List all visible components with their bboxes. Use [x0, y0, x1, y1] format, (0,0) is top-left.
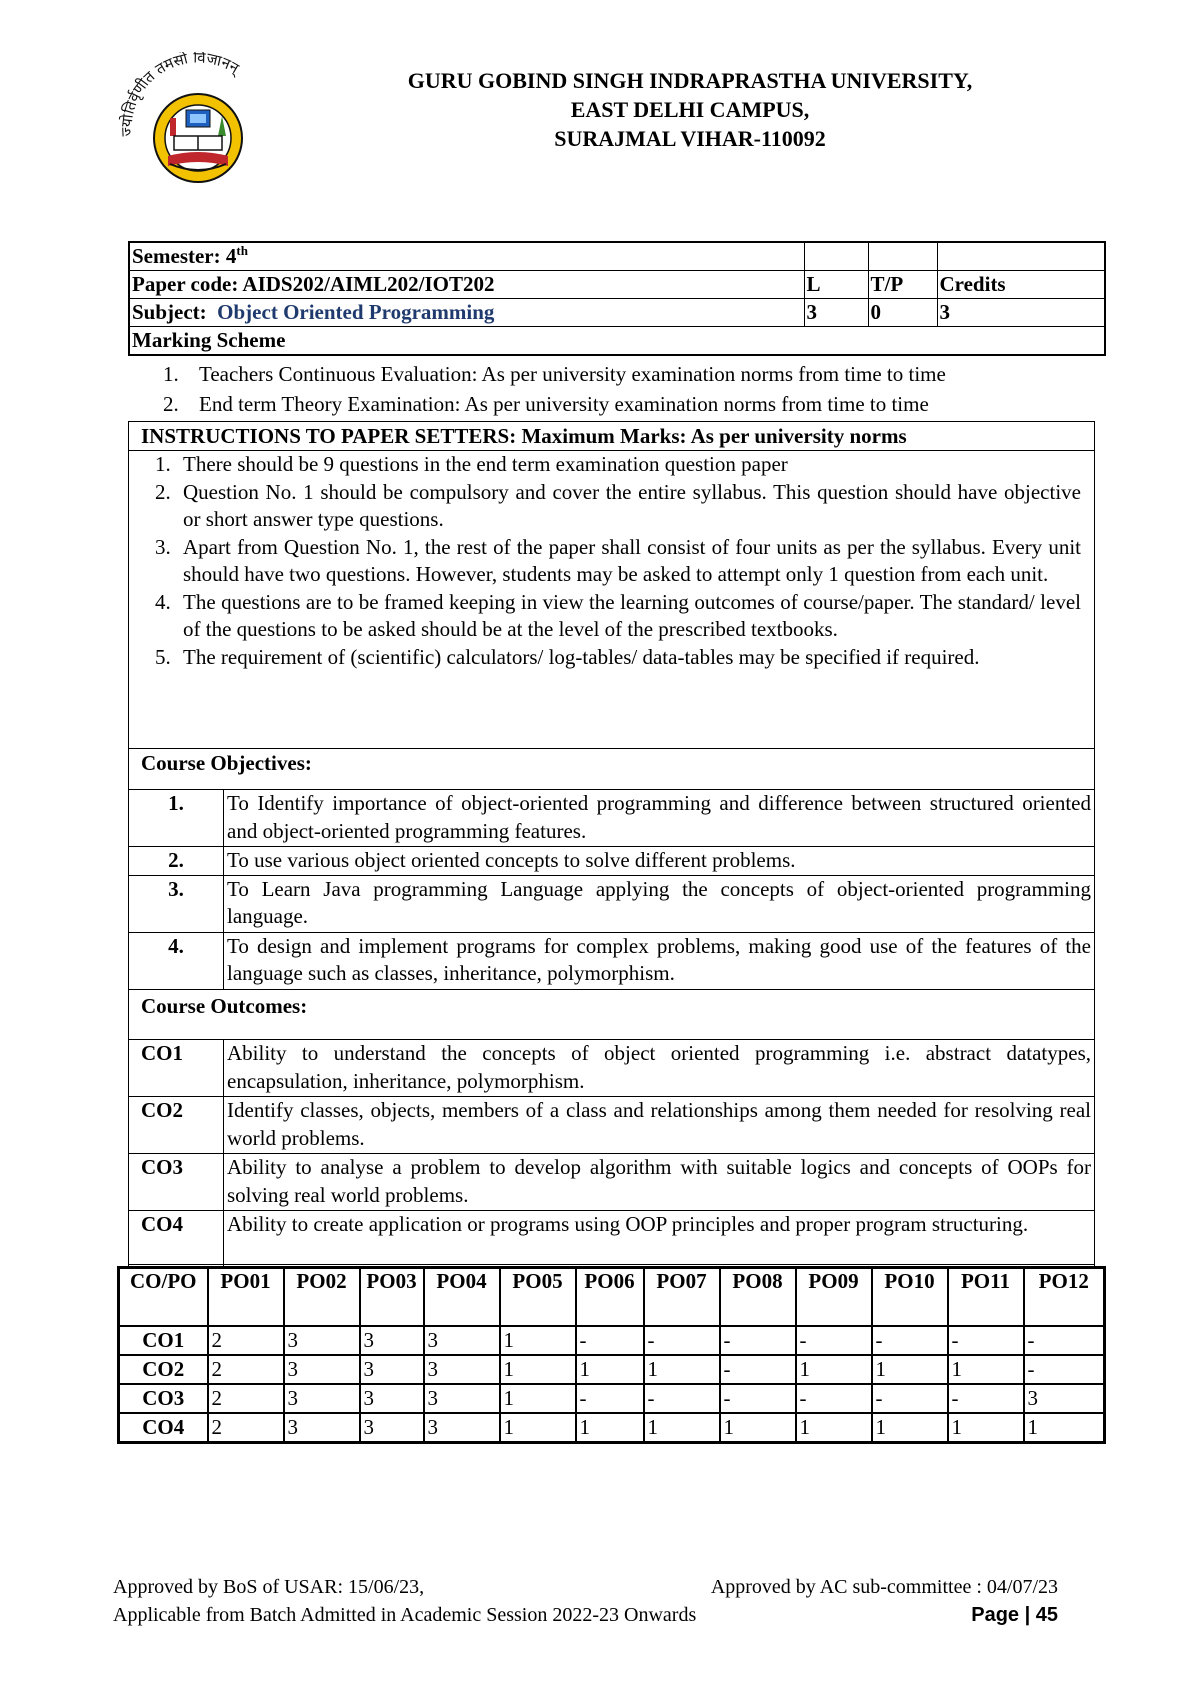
table-cell: -	[720, 1384, 796, 1413]
item-text: End term Theory Examination: As per university examination norms from time to time	[199, 392, 929, 416]
outcome-text: Identify classes, objects, members of a class and relationships among them needed for resolving real world problems.	[224, 1097, 1095, 1154]
tp-header: T/P	[868, 271, 937, 299]
table-row	[129, 932, 1095, 989]
table-cell: 3	[284, 1384, 360, 1413]
list-item	[141, 534, 1081, 589]
table-cell: -	[576, 1384, 644, 1413]
table-cell: 1	[948, 1413, 1024, 1443]
objective-text: To Identify importance of object-oriented programming and difference between structured oriented and object-oriented programming features.	[224, 790, 1095, 847]
objective-text: To use various object oriented concepts to solve different problems.	[224, 847, 1095, 876]
table-cell: 1	[796, 1355, 872, 1384]
column-header: PO03	[360, 1268, 424, 1327]
campus-address: SURAJMAL VIHAR-110092	[554, 126, 826, 151]
column-header: CO/PO	[119, 1268, 208, 1327]
objective-number: 4.	[129, 932, 224, 989]
table-cell: 2	[208, 1326, 284, 1355]
tp-value: 0	[868, 299, 937, 327]
ac-approval: Approved by AC sub-committee : 04/07/23	[710, 1576, 1058, 1598]
outcome-code: CO1	[129, 1040, 224, 1097]
table-cell: 3	[424, 1355, 500, 1384]
table-cell: -	[872, 1384, 948, 1413]
marking-scheme-list	[163, 359, 946, 419]
row-header: CO2	[119, 1355, 208, 1384]
semester-superscript: th	[236, 243, 248, 258]
table-cell: -	[872, 1326, 948, 1355]
column-header: PO06	[576, 1268, 644, 1327]
footer-approval-row	[113, 1573, 1058, 1601]
column-header: PO07	[644, 1268, 720, 1327]
table-cell: 1	[644, 1413, 720, 1443]
column-header: PO10	[872, 1268, 948, 1327]
table-cell: 3	[284, 1413, 360, 1443]
list-item	[141, 451, 1081, 479]
column-header: PO11	[948, 1268, 1024, 1327]
list-item	[163, 359, 946, 389]
list-item	[141, 479, 1081, 534]
objective-number: 1.	[129, 790, 224, 847]
lecture-header: L	[804, 271, 868, 299]
table-cell: 2	[208, 1413, 284, 1443]
table-row	[119, 1384, 1105, 1413]
table-cell: -	[720, 1326, 796, 1355]
table-cell: -	[948, 1326, 1024, 1355]
table-cell: 1	[576, 1355, 644, 1384]
table-cell: 1	[796, 1413, 872, 1443]
table-cell: 3	[360, 1355, 424, 1384]
batch-applicability: Applicable from Batch Admitted in Academic Session 2022-23 Onwards	[113, 1604, 697, 1626]
row-header: CO4	[119, 1413, 208, 1443]
table-cell: 1	[500, 1326, 576, 1355]
page-number: Page | 45	[971, 1604, 1058, 1626]
paper-code-row	[129, 271, 1105, 299]
table-cell: -	[644, 1384, 720, 1413]
subject-row	[129, 299, 1105, 327]
table-cell: 3	[284, 1355, 360, 1384]
credits-value: 3	[937, 299, 1105, 327]
mapping-header-row	[119, 1268, 1105, 1327]
bos-approval: Approved by BoS of USAR: 15/06/23,	[113, 1576, 425, 1598]
table-row	[129, 1211, 1095, 1268]
empty-cell	[804, 242, 868, 271]
table-cell: 3	[360, 1413, 424, 1443]
table-cell: 3	[284, 1326, 360, 1355]
table-row	[119, 1355, 1105, 1384]
course-objectives-heading: Course Objectives:	[141, 751, 312, 775]
column-header: PO01	[208, 1268, 284, 1327]
empty-cell	[937, 242, 1105, 271]
table-cell: 3	[360, 1326, 424, 1355]
course-outcomes-heading: Course Outcomes:	[141, 994, 308, 1018]
course-outcomes-table	[128, 1039, 1095, 1268]
page-footer	[113, 1573, 1058, 1629]
course-objectives-table	[128, 789, 1095, 990]
university-logo	[118, 52, 278, 188]
list-item	[163, 389, 946, 419]
column-header: PO04	[424, 1268, 500, 1327]
table-cell: 3	[360, 1384, 424, 1413]
objective-number: 3.	[129, 875, 224, 932]
table-row	[129, 790, 1095, 847]
university-heading	[340, 66, 1040, 153]
table-cell: 1	[1024, 1413, 1105, 1443]
item-text: The requirement of (scientific) calculators/ log-tables/ data-tables may be specified if required.	[183, 644, 980, 669]
table-cell: -	[796, 1384, 872, 1413]
table-row	[119, 1413, 1105, 1443]
subject-label: Subject:	[132, 300, 207, 324]
table-row	[129, 875, 1095, 932]
semester-label: Semester: 4	[132, 244, 237, 268]
item-text: Question No. 1 should be compulsory and cover the entire syllabus. This question should have objective or short answer type questions.	[183, 479, 1081, 531]
item-text: Teachers Continuous Evaluation: As per university examination norms from time to time	[199, 362, 946, 386]
table-cell: 1	[872, 1413, 948, 1443]
item-text: There should be 9 questions in the end term examination question paper	[183, 452, 788, 476]
marking-scheme-heading: Marking Scheme	[129, 327, 1105, 356]
list-item	[141, 589, 1081, 644]
table-cell: 2	[208, 1384, 284, 1413]
item-number: 2.	[155, 479, 171, 504]
item-text: Apart from Question No. 1, the rest of the paper shall consist of four units as per the syllabus. Every unit should have two questions. However, students may be asked to attempt only 1 question from each unit.	[183, 534, 1081, 586]
table-cell: -	[1024, 1326, 1105, 1355]
outcome-code: CO2	[129, 1097, 224, 1154]
column-header: PO09	[796, 1268, 872, 1327]
credits-header: Credits	[937, 271, 1105, 299]
table-cell: 1	[872, 1355, 948, 1384]
objective-text: To Learn Java programming Language applying the concepts of object-oriented programming language.	[224, 875, 1095, 932]
item-number: 1.	[163, 362, 179, 386]
logo-motto: ज्योतिर्वृणीत तमसो विजानन्	[118, 52, 243, 137]
table-row	[119, 1326, 1105, 1355]
outcome-code: CO3	[129, 1154, 224, 1211]
university-name: GURU GOBIND SINGH INDRAPRASTHA UNIVERSITY,	[407, 68, 973, 93]
objective-text: To design and implement programs for complex problems, making good use of the features of the language such as classes, inheritance, polymorphism.	[224, 932, 1095, 989]
table-cell: 1	[500, 1413, 576, 1443]
table-row	[129, 847, 1095, 876]
table-cell: 3	[1024, 1384, 1105, 1413]
table-row	[129, 1097, 1095, 1154]
table-cell: 1	[576, 1413, 644, 1443]
table-cell: -	[948, 1384, 1024, 1413]
item-text: The questions are to be framed keeping in view the learning outcomes of course/paper. The standard/ level of the questions to be asked should be at the level of the prescribed textbooks.	[183, 589, 1081, 641]
lecture-value: 3	[804, 299, 868, 327]
table-row	[129, 1154, 1095, 1211]
marking-scheme-row	[129, 327, 1105, 356]
co-po-mapping-table	[117, 1266, 1106, 1444]
list-item	[141, 644, 1081, 672]
item-number: 2.	[163, 392, 179, 416]
item-number: 1.	[155, 452, 171, 476]
campus-name: EAST DELHI CAMPUS,	[570, 97, 810, 122]
table-cell: 3	[424, 1413, 500, 1443]
table-cell: 2	[208, 1355, 284, 1384]
item-number: 3.	[155, 534, 171, 559]
table-cell: 1	[500, 1384, 576, 1413]
instructions-list	[141, 451, 1081, 671]
row-header: CO1	[119, 1326, 208, 1355]
table-cell: -	[796, 1326, 872, 1355]
table-cell: 1	[500, 1355, 576, 1384]
subject-name: Object Oriented Programming	[217, 300, 495, 324]
paper-code: Paper code: AIDS202/AIML202/IOT202	[129, 271, 804, 299]
table-cell: 3	[424, 1384, 500, 1413]
outcome-code: CO4	[129, 1211, 224, 1268]
objective-number: 2.	[129, 847, 224, 876]
item-number: 4.	[155, 589, 171, 614]
table-cell: -	[1024, 1355, 1105, 1384]
paper-info-table	[128, 241, 1106, 356]
divider	[129, 748, 1094, 749]
row-header: CO3	[119, 1384, 208, 1413]
table-cell: -	[720, 1355, 796, 1384]
empty-cell	[868, 242, 937, 271]
column-header: PO05	[500, 1268, 576, 1327]
subject-cell	[129, 299, 804, 327]
column-header: PO02	[284, 1268, 360, 1327]
table-cell: 1	[644, 1355, 720, 1384]
semester-cell	[129, 242, 804, 271]
outcome-text: Ability to create application or programs using OOP principles and proper program structuring.	[224, 1211, 1095, 1268]
table-cell: 3	[424, 1326, 500, 1355]
semester-row	[129, 242, 1105, 271]
outcome-text: Ability to analyse a problem to develop algorithm with suitable logics and concepts of OOPs for solving real world problems.	[224, 1154, 1095, 1211]
table-row	[129, 1040, 1095, 1097]
footer-batch-row	[113, 1601, 1058, 1629]
outcome-text: Ability to understand the concepts of object oriented programming i.e. abstract datatypes, encapsulation, inheritance, polymorphism.	[224, 1040, 1095, 1097]
column-header: PO12	[1024, 1268, 1105, 1327]
instructions-heading: INSTRUCTIONS TO PAPER SETTERS: Maximum Marks: As per university norms	[141, 424, 907, 448]
column-header: PO08	[720, 1268, 796, 1327]
table-cell: 1	[720, 1413, 796, 1443]
table-cell: -	[644, 1326, 720, 1355]
item-number: 5.	[155, 644, 171, 669]
table-cell: 1	[948, 1355, 1024, 1384]
table-cell: -	[576, 1326, 644, 1355]
